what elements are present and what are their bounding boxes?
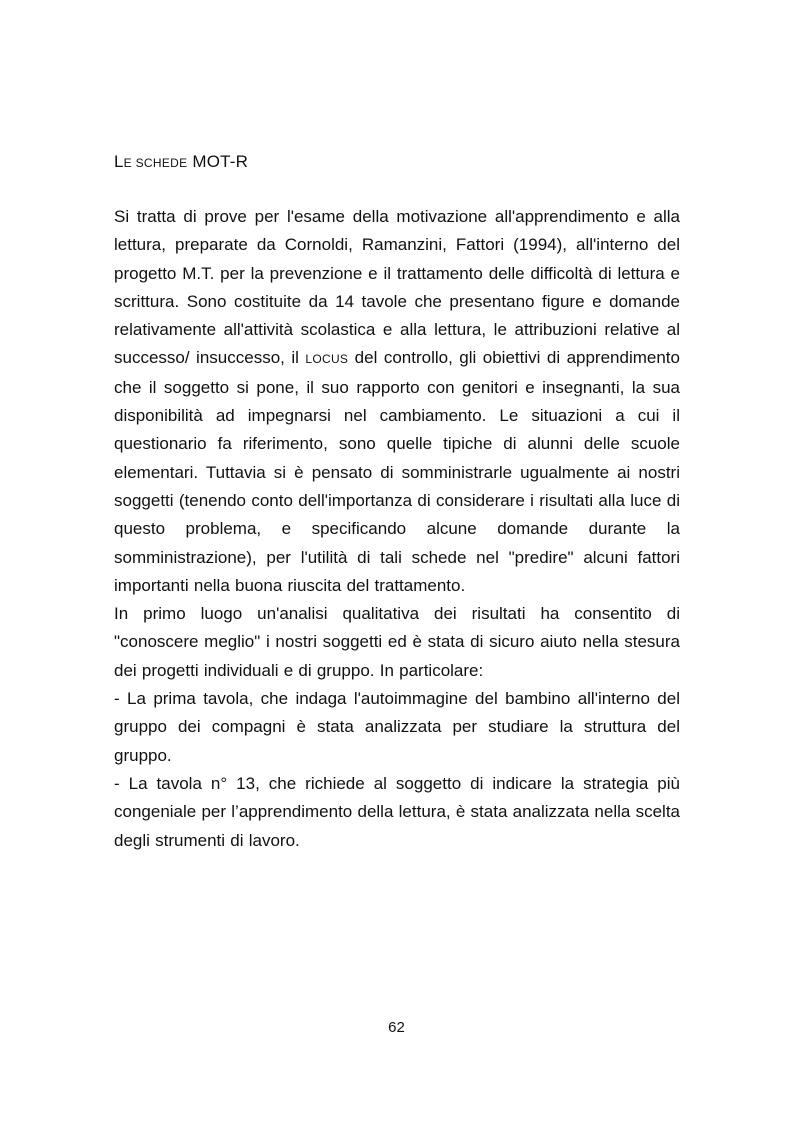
heading-rest: MOT-R	[187, 152, 249, 171]
paragraph-intro	[114, 203, 680, 600]
heading-initial: L	[114, 152, 124, 171]
section-heading	[114, 151, 248, 174]
paragraph-intro-part1: Si tratta di prove per l'esame della motivazione all'apprendimento e alla lettura, preparate da Cornoldi, Ramanzini, Fattori (1994), all'interno del progetto M.T. per la prevenzione e il trattamento delle difficoltà di lettura e scrittura. Sono costituite da 14 tavole che presentano figure e domande relativamente all'attività scolastica e alla lettura, le attribuzioni relative al successo/ insuccesso, il	[114, 207, 680, 368]
body-text	[114, 203, 680, 855]
paragraph-intro-part2: del controllo, gli obiettivi di apprendimento che il soggetto si pone, il suo rapporto con genitori e insegnanti, la sua disponibilità ad impegnarsi nel cambiamento. Le situazioni a cui il questionario fa riferimento, sono quelle tipiche di alunni delle scuole elementari. Tuttavia si è pensato di somministrarle ugualmente ai nostri soggetti (tenendo conto dell'importanza di considerare i risultati alla luce di questo problema, e specificando alcune domande durante la somministrazione), per l'utilità di tali schede nel "predire" alcuni fattori importanti nella buona riuscita del trattamento.	[114, 348, 680, 595]
locus-term: LOCUS	[305, 352, 349, 367]
paragraph-item-first-table: - La prima tavola, che indaga l'autoimmagine del bambino all'interno del gruppo dei compagni è stata analizzata per studiare la struttura del gruppo.	[114, 689, 680, 765]
paragraph-analysis: In primo luogo un'analisi qualitativa dei risultati ha consentito di "conoscere meglio" i nostri soggetti ed è stata di sicuro aiuto nella stesura dei progetti individuali e di gruppo. In particolare:	[114, 604, 680, 680]
paragraph-item-table-13: - La tavola n° 13, che richiede al soggetto di indicare la strategia più congeniale per l’apprendimento della lettura, è stata analizzata nella scelta degli strumenti di lavoro.	[114, 773, 680, 850]
page-number: 62	[388, 1019, 405, 1036]
heading-small-caps: E SCHEDE	[123, 156, 188, 170]
